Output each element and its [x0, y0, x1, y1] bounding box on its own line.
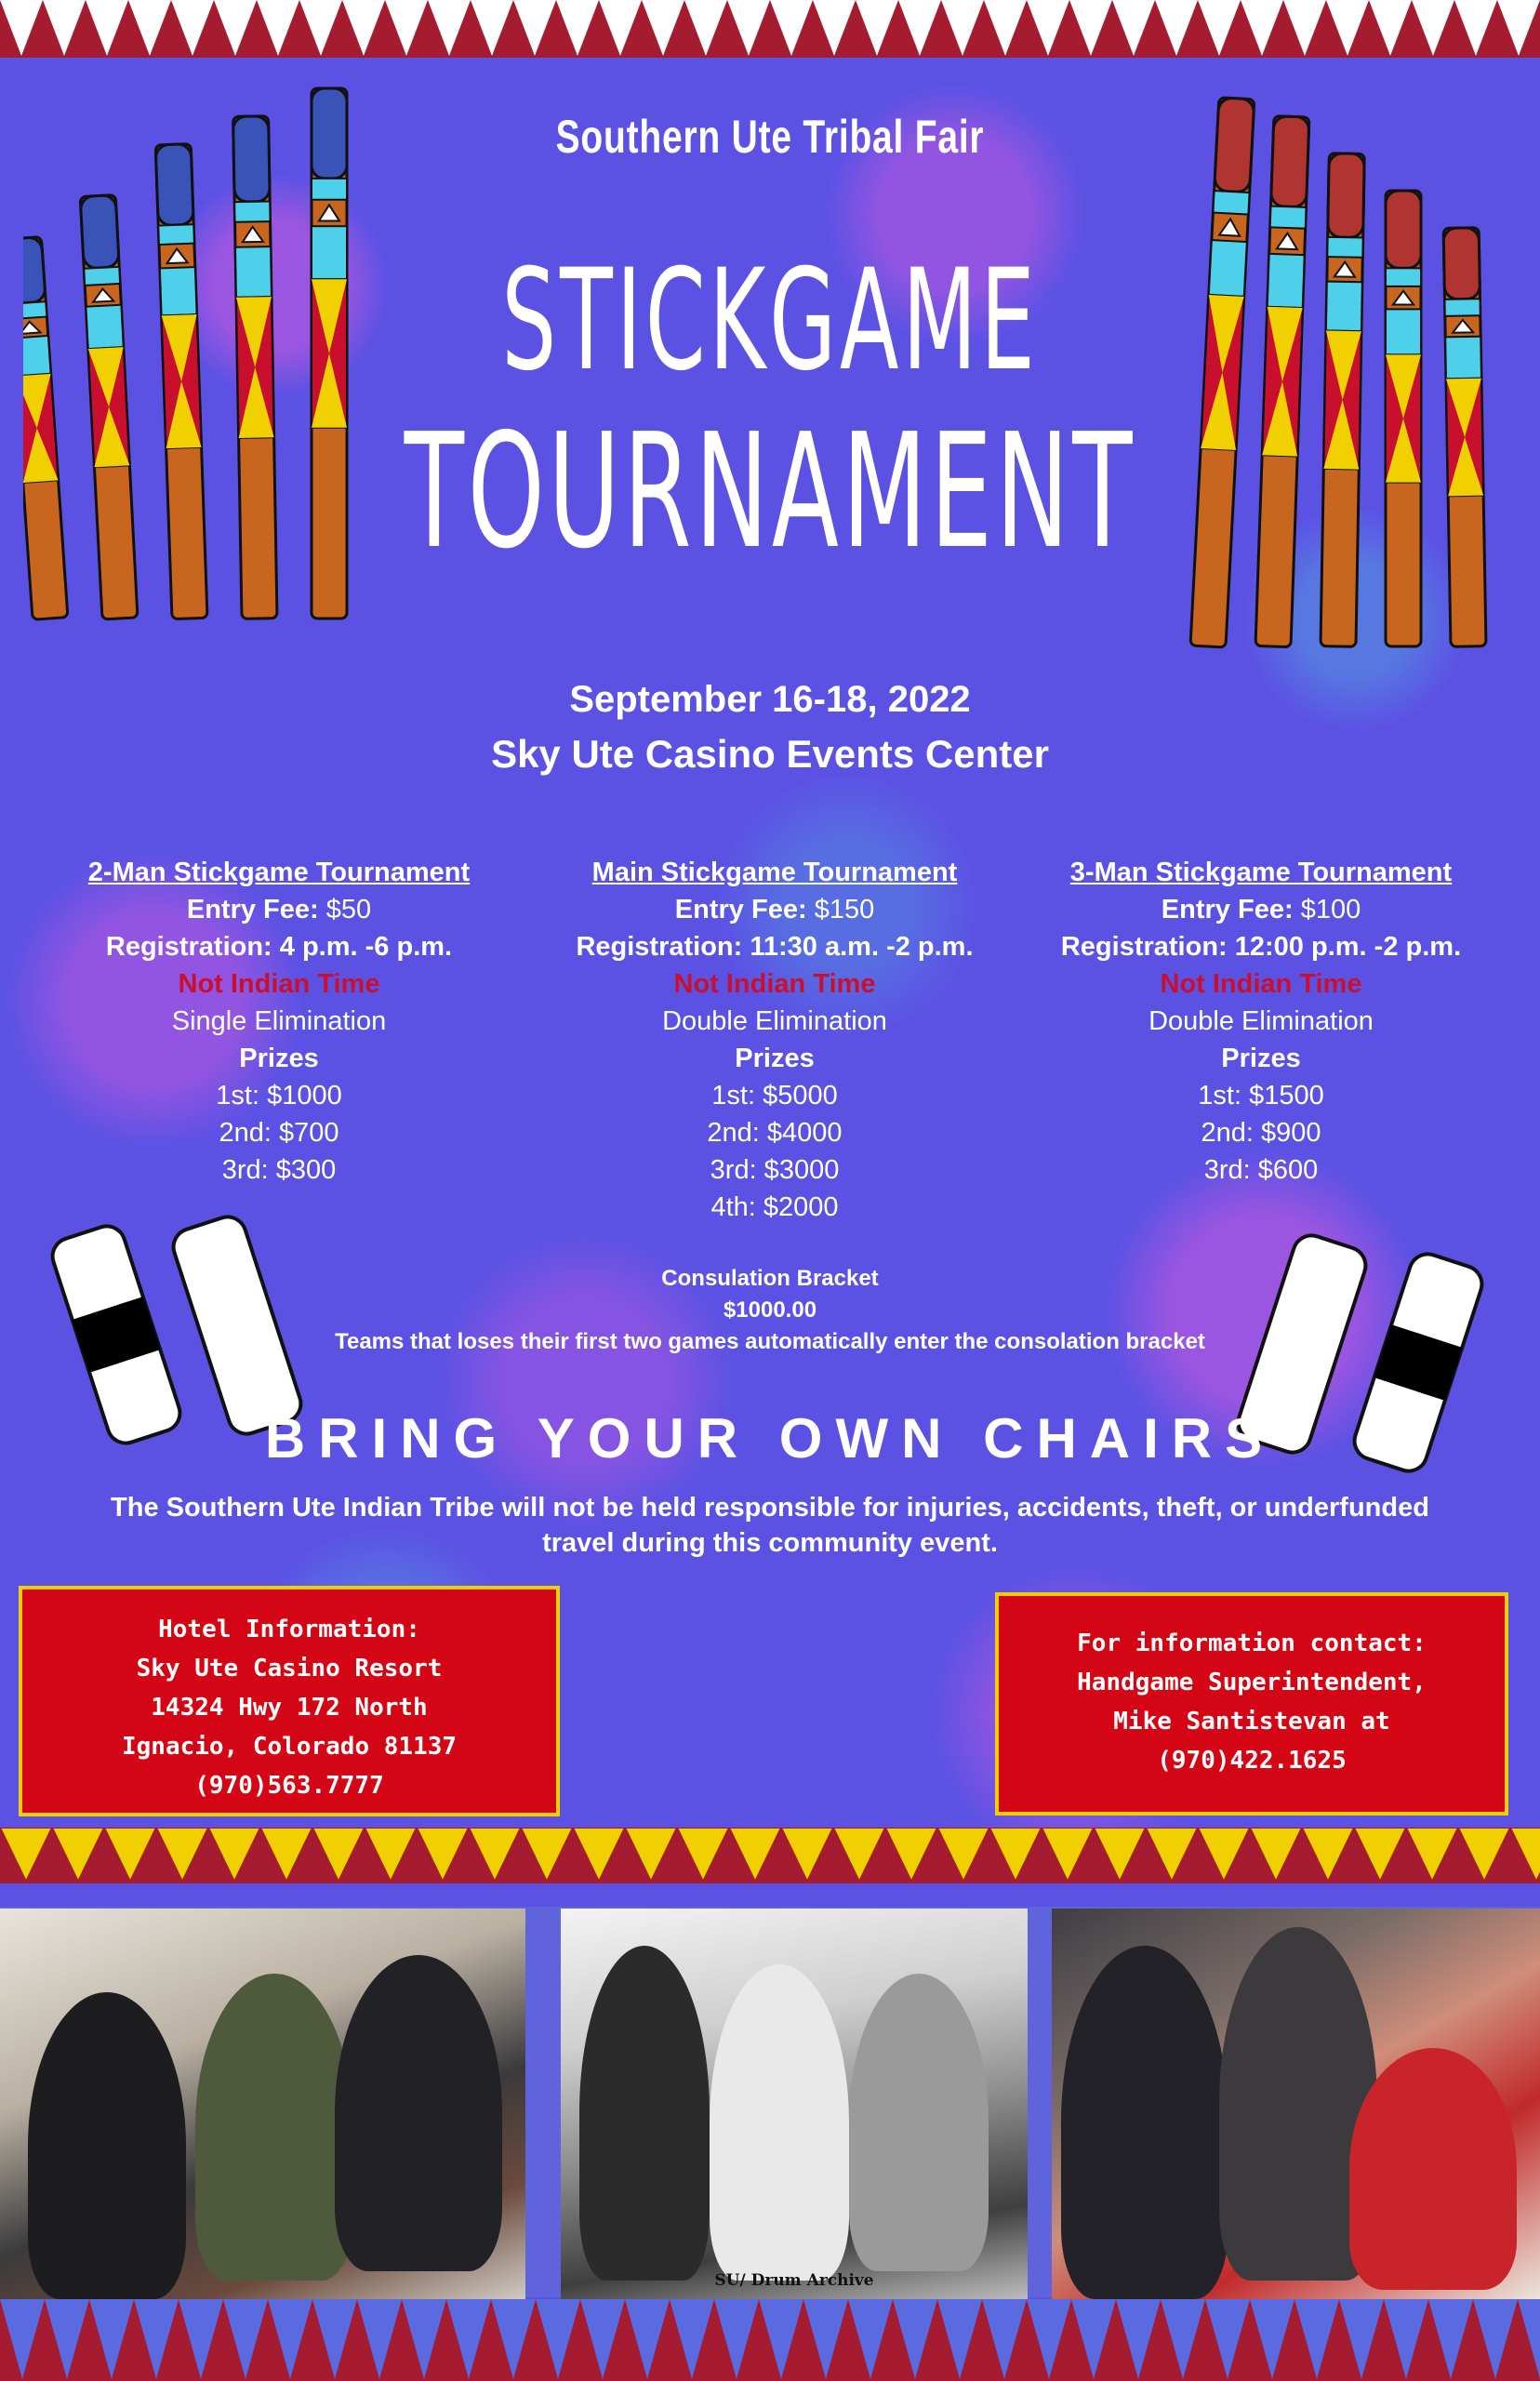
entry-fee — [1001, 891, 1521, 928]
liability-disclaimer: The Southern Ute Indian Tribe will not be held responsible for injuries, accidents, theft, or underfunded travel during this community event. — [111, 1493, 1429, 1558]
stick-icon — [155, 144, 207, 619]
entry-fee-value: $100 — [1300, 895, 1361, 924]
tournament-title: 3-Man Stickgame Tournament — [1069, 858, 1453, 887]
prize-1st: 1st: $1500 — [1198, 1081, 1324, 1111]
registration-label: Registration: — [105, 932, 272, 962]
consolation-bracket — [0, 1263, 1540, 1358]
prizes-label: Prizes — [1221, 1044, 1301, 1073]
hotel-heading: Hotel Information: — [158, 1616, 420, 1643]
registration-value: 4 p.m. -6 p.m. — [279, 932, 453, 962]
entry-fee-value: $150 — [814, 895, 875, 924]
person-silhouette — [28, 1992, 186, 2299]
bottom-zigzag-border — [0, 2299, 1540, 2381]
person-silhouette — [710, 1964, 849, 2281]
registration — [1001, 928, 1521, 965]
prize-4th: 4th: $2000 — [710, 1192, 839, 1222]
stick-icon — [1443, 228, 1486, 647]
entry-fee — [19, 891, 539, 928]
tournament-3man — [1001, 854, 1521, 1189]
title-line-2: TOURNAMENT — [404, 400, 1136, 584]
entry-fee-value: $50 — [325, 895, 372, 924]
stick-icon — [23, 237, 68, 620]
consolation-title: Consulation Bracket — [661, 1266, 879, 1291]
stick-icon — [80, 195, 138, 619]
prize-1st: 1st: $5000 — [711, 1081, 838, 1111]
stick-icon — [233, 116, 277, 619]
person-silhouette — [579, 1946, 710, 2281]
contact-heading: For information contact: — [1077, 1629, 1427, 1657]
person-silhouette — [335, 1955, 502, 2271]
prizes-label: Prizes — [239, 1044, 319, 1073]
time-note: Not Indian Time — [178, 969, 380, 999]
registration-value: 12:00 p.m. -2 p.m. — [1234, 932, 1462, 962]
prize-1st: 1st: $1000 — [216, 1081, 342, 1111]
hotel-city: Ignacio, Colorado 81137 — [121, 1733, 458, 1761]
registration-label: Registration: — [576, 932, 743, 962]
time-note: Not Indian Time — [1160, 969, 1362, 999]
stick-icon — [1255, 116, 1309, 647]
stick-icon — [1386, 191, 1421, 646]
photo-archive-women — [561, 1909, 1028, 2299]
hotel-info-box — [19, 1586, 560, 1816]
entry-fee — [514, 891, 1035, 928]
person-silhouette — [1349, 2048, 1517, 2290]
photo-hand-exchange — [1052, 1909, 1540, 2299]
registration-label: Registration: — [1060, 932, 1228, 962]
hotel-phone: (970)563.7777 — [194, 1772, 384, 1800]
entry-fee-label: Entry Fee: — [1161, 895, 1294, 924]
person-silhouette — [849, 1974, 989, 2271]
hotel-name: Sky Ute Casino Resort — [136, 1655, 443, 1683]
photo-credit: SU/ Drum Archive — [714, 2271, 874, 2290]
tournament-title: Main Stickgame Tournament — [591, 858, 958, 887]
elimination-format: Double Elimination — [662, 1006, 887, 1036]
entry-fee-label: Entry Fee: — [674, 895, 807, 924]
elimination-format: Single Elimination — [171, 1006, 387, 1036]
elimination-format: Double Elimination — [1148, 1006, 1374, 1036]
registration — [514, 928, 1035, 965]
contact-name: Mike Santistevan at — [1113, 1708, 1390, 1736]
contact-role: Handgame Superintendent, — [1077, 1669, 1427, 1696]
event-date: September 16-18, 2022 — [569, 679, 971, 720]
bring-chairs-banner: BRING YOUR OWN CHAIRS — [264, 1407, 1276, 1470]
prize-2nd: 2nd: $900 — [1201, 1118, 1321, 1148]
entry-fee-label: Entry Fee: — [186, 895, 319, 924]
event-venue: Sky Ute Casino Events Center — [491, 732, 1049, 776]
contact-phone: (970)422.1625 — [1157, 1747, 1347, 1775]
middle-triangle-band — [0, 1828, 1540, 1883]
prizes-label: Prizes — [735, 1044, 815, 1073]
prize-3rd: 3rd: $3000 — [710, 1155, 840, 1185]
tournament-2man — [19, 854, 539, 1189]
tournament-title: 2-Man Stickgame Tournament — [87, 858, 471, 887]
fair-subtitle: Southern Ute Tribal Fair — [555, 111, 985, 163]
prize-2nd: 2nd: $700 — [219, 1118, 339, 1148]
prize-2nd: 2nd: $4000 — [707, 1118, 843, 1148]
title-line-1: STICKGAME — [501, 240, 1039, 402]
registration-value: 11:30 a.m. -2 p.m. — [750, 932, 974, 962]
person-silhouette — [195, 1974, 353, 2281]
stick-icon — [1321, 153, 1364, 647]
consolation-amount: $1000.00 — [723, 1297, 817, 1323]
registration — [19, 928, 539, 965]
photo-players-seated — [0, 1909, 525, 2299]
top-zigzag-border — [0, 0, 1540, 58]
prize-3rd: 3rd: $300 — [221, 1155, 337, 1185]
consolation-note: Teams that loses their first two games automatically enter the consolation bracket — [335, 1329, 1205, 1354]
person-silhouette — [1061, 1946, 1228, 2299]
prize-3rd: 3rd: $600 — [1203, 1155, 1319, 1185]
tournament-main — [514, 854, 1035, 1226]
contact-info-box — [995, 1592, 1508, 1816]
time-note: Not Indian Time — [673, 969, 876, 999]
hotel-street: 14324 Hwy 172 North — [151, 1694, 428, 1722]
